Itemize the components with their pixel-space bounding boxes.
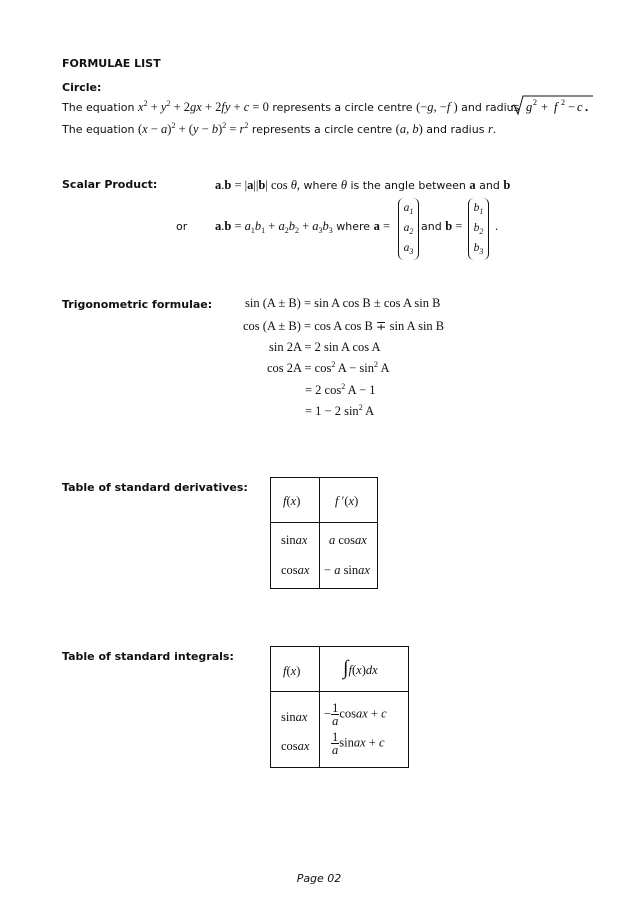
derivatives-row-cos-result: − a sinax bbox=[324, 563, 370, 577]
scalar-text: where bbox=[303, 179, 338, 192]
svg-text:2: 2 bbox=[533, 98, 537, 107]
vector-b-intro bbox=[421, 219, 462, 234]
circle-equation-1 bbox=[62, 100, 519, 115]
trig-formula-sin-double: sin 2A = 2 sin A cos A bbox=[269, 340, 381, 354]
table-divider bbox=[319, 478, 320, 588]
derivatives-label: Table of standard derivatives: bbox=[62, 481, 248, 494]
derivatives-header-fprime: f ′(x) bbox=[335, 494, 359, 508]
circle-equation-2 bbox=[62, 122, 496, 137]
scalar-text: and bbox=[421, 220, 442, 233]
svg-text:c: c bbox=[577, 100, 583, 114]
svg-text:2: 2 bbox=[561, 98, 565, 107]
svg-text:g: g bbox=[526, 100, 533, 114]
trig-formula-cos-double-3: = 1 − 2 $\sin^2 A$ bbox=[305, 403, 375, 418]
radius-sqrt bbox=[510, 94, 594, 120]
scalar-formula: a.b = |a||b| cos θ, bbox=[215, 178, 301, 192]
integrals-row-sin-result: − $\frac{1}{a}$ cosax + c bbox=[324, 701, 387, 728]
derivatives-table bbox=[270, 477, 378, 589]
scalar-product-formula-2 bbox=[215, 219, 390, 234]
circle-centre: (a, b) bbox=[395, 122, 423, 136]
integrals-table bbox=[270, 646, 409, 768]
integrals-label: Table of standard integrals: bbox=[62, 650, 234, 663]
circle-text: represents a circle centre bbox=[251, 123, 393, 136]
vector-b: b bbox=[503, 178, 511, 192]
theta-symbol: θ bbox=[340, 178, 347, 192]
radius-symbol: r. bbox=[487, 122, 496, 136]
vector-b-column: $b_1$ $b_2$ $b_3$ bbox=[468, 198, 489, 260]
trig-formula-sin-sum: sin (A ± B) = sin A cos B ± cos A sin B bbox=[245, 296, 441, 310]
circle-centre: (−g, −f ) bbox=[416, 100, 458, 114]
circle-text: The equation bbox=[62, 123, 135, 136]
trig-formula-cos-sum: cos (A ± B) = cos A cos B ∓ sin A sin B bbox=[243, 319, 445, 333]
integrals-header-f: f(x) bbox=[283, 664, 301, 678]
scalar-text: and bbox=[479, 179, 500, 192]
circle-text: represents a circle centre bbox=[272, 101, 413, 114]
scalar-formula: $a.b = a_1b_1 + a_2b_2 + a_3b_3$ bbox=[215, 219, 333, 235]
derivatives-header-f: f(x) bbox=[283, 494, 301, 508]
trig-formula-cos-double: $\cos 2A = \cos^2 A - \sin^2 A$ bbox=[267, 360, 390, 375]
trig-label: Trigonometric formulae: bbox=[62, 298, 213, 311]
derivatives-row-sin: sinax bbox=[281, 533, 308, 547]
circle-formula: $x^2 + y^2 + 2gx + 2fy + c = 0$ bbox=[138, 99, 269, 114]
scalar-product-formula-1 bbox=[215, 178, 510, 193]
derivatives-row-sin-result: a cosax bbox=[329, 533, 367, 547]
vector-b: b = bbox=[445, 219, 463, 233]
svg-text:+: + bbox=[541, 100, 549, 114]
integrals-row-cos-result: $\frac{1}{a}$ sinax + c bbox=[332, 730, 385, 757]
vector-a: a = bbox=[373, 219, 390, 233]
circle-formula: $(x - a)^2 + (y - b)^2 = r^2$ bbox=[138, 121, 249, 136]
scalar-text: is the angle between bbox=[350, 179, 466, 192]
circle-label: Circle: bbox=[62, 81, 102, 94]
circle-text: and radius bbox=[461, 101, 520, 114]
or-label: or bbox=[176, 220, 188, 233]
vector-a-column: $a_1$ $a_2$ $a_3$ bbox=[398, 198, 419, 260]
circle-text: The equation bbox=[62, 101, 135, 114]
full-stop: . bbox=[495, 219, 499, 233]
svg-text:f: f bbox=[554, 100, 558, 114]
derivatives-row-cos: cosax bbox=[281, 563, 310, 577]
svg-text:.: . bbox=[585, 100, 589, 114]
svg-text:−: − bbox=[568, 100, 576, 114]
integrals-row-sin: sinax bbox=[281, 710, 308, 724]
vector-a: a bbox=[469, 178, 476, 192]
integrals-row-cos: cosax bbox=[281, 739, 310, 753]
sqrt-sign bbox=[510, 94, 594, 116]
scalar-text: where bbox=[336, 220, 371, 233]
integrals-header-integral: ∫f(x)dx bbox=[343, 657, 378, 679]
scalar-product-label: Scalar Product: bbox=[62, 178, 158, 191]
page-number: Page 02 bbox=[296, 872, 342, 885]
table-divider bbox=[319, 647, 320, 767]
formulae-heading: FORMULAE LIST bbox=[62, 57, 161, 70]
trig-formula-cos-double-2: = 2 $\cos^2 A - 1$ bbox=[305, 382, 376, 397]
circle-text: and radius bbox=[426, 123, 485, 136]
